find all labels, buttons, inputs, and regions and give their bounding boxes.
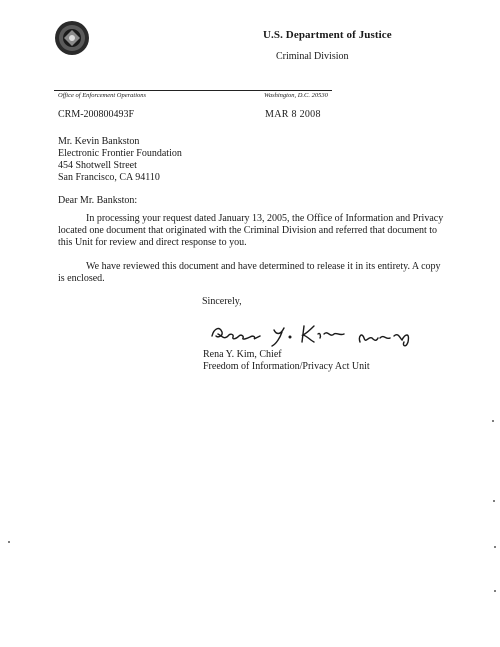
reference-number: CRM-200800493F <box>58 109 135 120</box>
scan-speck <box>492 420 494 422</box>
paragraph1-line: located one document that originated with the Criminal Division and referred that document to <box>58 225 438 236</box>
doj-seal-icon <box>54 20 90 56</box>
scan-speck <box>8 541 10 543</box>
recipient-name: Mr. Kevin Bankston <box>58 136 140 147</box>
paragraph1-line: this Unit for review and direct response to you. <box>58 237 247 248</box>
signer-name: Rena Y. Kim, Chief <box>203 349 282 360</box>
recipient-organization: Electronic Frontier Foundation <box>58 148 182 159</box>
paragraph1-line: In processing your request dated January 13, 2005, the Office of Information and Privacy <box>86 213 444 224</box>
salutation: Dear Mr. Bankston: <box>58 195 138 206</box>
letterhead-rule <box>54 90 332 91</box>
paragraph2-line: is enclosed. <box>58 273 105 284</box>
signer-title: Freedom of Information/Privacy Act Unit <box>203 361 370 372</box>
division-name: Criminal Division <box>276 51 349 62</box>
closing: Sincerely, <box>202 296 242 307</box>
recipient-city: San Francisco, CA 94110 <box>58 172 160 183</box>
paragraph2-line: We have reviewed this document and have determined to release it in its entirety. A copy <box>86 261 441 272</box>
scan-speck <box>494 546 496 548</box>
agency-name: U.S. Department of Justice <box>263 29 392 41</box>
city-label: Washington, D.C. 20530 <box>264 92 328 99</box>
office-label: Office of Enforcement Operations <box>58 92 147 99</box>
recipient-street: 454 Shotwell Street <box>58 160 137 171</box>
scan-speck <box>493 500 495 502</box>
handwritten-signature-icon <box>208 316 418 350</box>
letter-date: MAR 8 2008 <box>265 109 321 120</box>
scan-speck <box>494 590 496 592</box>
